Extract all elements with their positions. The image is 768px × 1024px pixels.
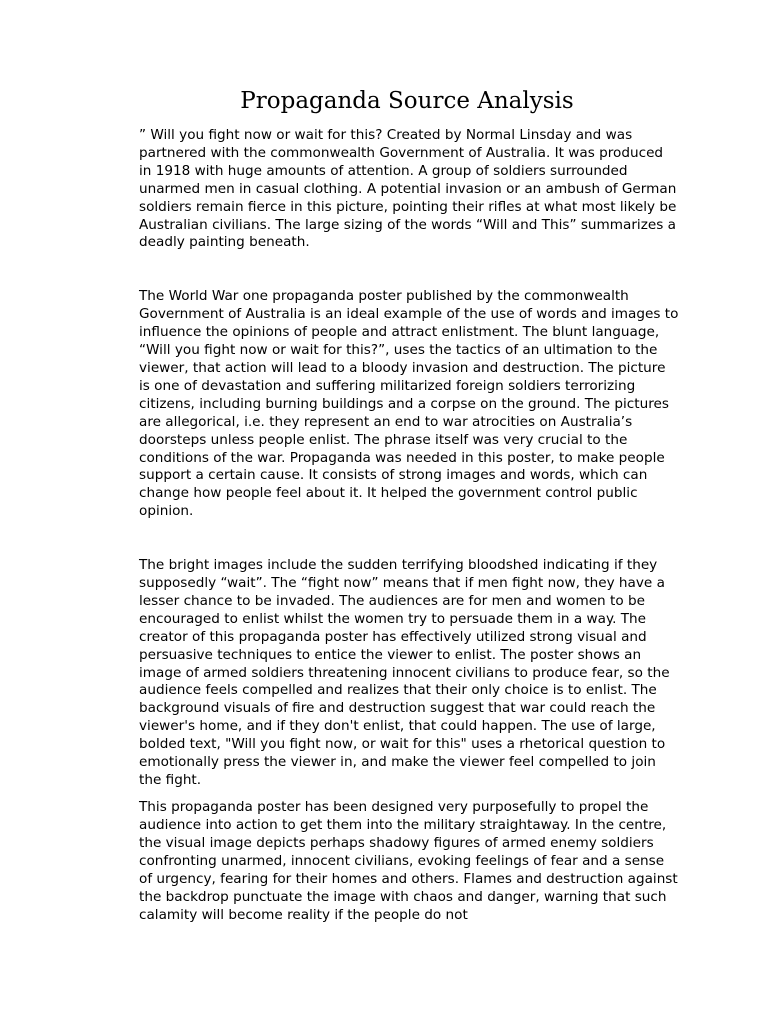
paragraph-3: The bright images include the sudden terrifying bloodshed indicating if they supposedly “wait”. The “fight now” means that if men fight now, they have a lesser chance to be invaded. The audiences are for men and women to be encouraged to enlist whilst the women try to persuade them in a way. The creator of this propaganda poster has effectively utilized strong visual and persuasive techniques to entice the viewer to enlist. The poster shows an image of armed soldiers threatening innocent civilians to produce fear, so the audience feels compelled and realizes that their only choice is to enlist. The background visuals of fire and destruction suggest that war could reach the viewer's home, and if they don't enlist, that could happen. The use of large, bolded text, "Will you fight now, or wait for this" uses a rhetorical question to emotionally press the viewer in, and make the viewer feel compelled to join the fight.: [139, 557, 670, 788]
paragraph-1: ” Will you fight now or wait for this? Created by Normal Linsday and was partnered with the commonwealth Government of Australia. It was produced in 1918 with huge amounts of attention. A group of soldiers surrounded unarmed men in casual clothing. A potential invasion or an ambush of German soldiers remain fierce in this picture, pointing their rifles at what most likely be Australian civilians. The large sizing of the words “Will and This” summarizes a deadly painting beneath.: [139, 127, 677, 251]
document-body: [139, 127, 679, 925]
document-title: Propaganda Source Analysis: [240, 88, 574, 114]
paragraph-spacer: [139, 252, 679, 288]
paragraph-spacer: [139, 521, 679, 557]
paragraph-spacer: [139, 790, 679, 800]
paragraph-4: This propaganda poster has been designed very purposefully to propel the audience into action to get them into the military straightaway. In the centre, the visual image depicts perhaps shadowy figures of armed enemy soldiers confronting unarmed, innocent civilians, evoking feelings of fear and a sense of urgency, fearing for their homes and others. Flames and destruction against the backdrop punctuate the image with chaos and danger, warning that such calamity will become reality if the people do not: [139, 799, 678, 923]
paragraph-2: The World War one propaganda poster published by the commonwealth Government of Australia is an ideal example of the use of words and images to influence the opinions of people and attract enlistment. The blunt language, “Will you fight now or wait for this?”, uses the tactics of an ultimation to the viewer, that action will lead to a bloody invasion and destruction. The picture is one of devastation and suffering militarized foreign soldiers terrorizing citizens, including burning buildings and a corpse on the ground. The pictures are allegorical, i.e. they represent an end to war atrocities on Australia’s doorsteps unless people enlist. The phrase itself was very crucial to the conditions of the war. Propaganda was needed in this poster, to make people support a certain cause. It consists of strong images and words, which can change how people feel about it. It helped the government control public opinion.: [139, 288, 679, 520]
